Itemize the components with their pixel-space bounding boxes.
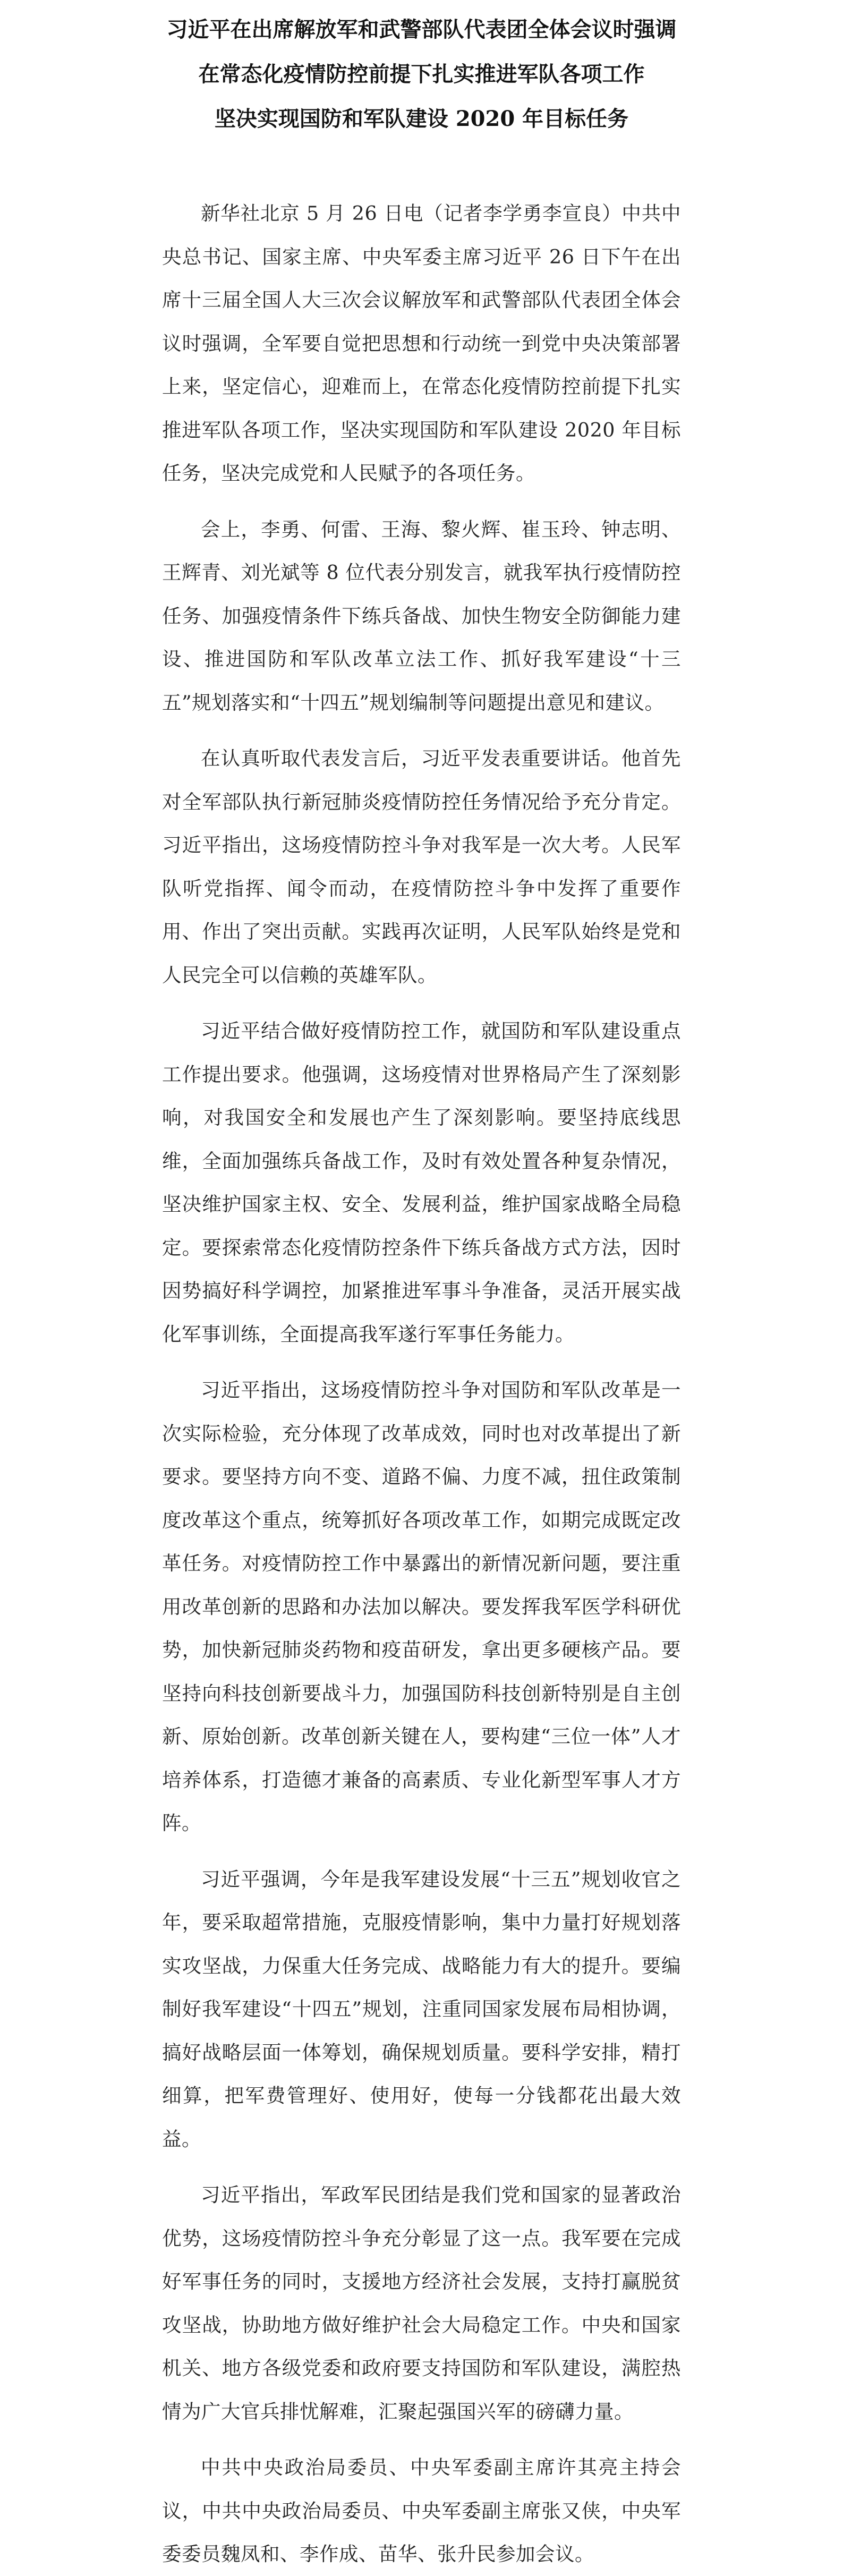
headline-line-1: 习近平在出席解放军和武警部队代表团全体会议时强调 [166,17,677,42]
paragraph-speech-affirmation: 在认真听取代表发言后，习近平发表重要讲话。他首先对全军部队执行新冠肺炎疫情防控任务情况给予充分肯定。习近平指出，这场疫情防控斗争对我军是一次大考。人民军队听党指挥、闻令而动，在疫情防控斗争中发挥了重要作用、作出了突出贡献。实践再次证明，人民军队始终是党和人民完全可以信赖的英雄军队。 [162,747,681,987]
headline-line-3: 坚决实现国防和军队建设 2020 年目标任务 [214,106,629,131]
paragraph-reform: 习近平指出，这场疫情防控斗争对国防和军队改革是一次实际检验，充分体现了改革成效，同时也对改革提出了新要求。要坚持方向不变、道路不偏、力度不减，扭住政策制度改革这个重点，统筹抓好各项改革工作，如期完成既定改革任务。对疫情防控工作中暴露出的新情况新问题，要注重用改革创新的思路和办法加以解决。要发挥我军医学科研优势，加快新冠肺炎药物和疫苗研发，拿出更多硬核产品。要坚持向科技创新要战斗力，加强国防科技创新特别是自主创新、原始创新。改革创新关键在人，要构建“三位一体”人才培养体系，打造德才兼备的高素质、专业化新型军事人才方阵。 [162,1379,681,1834]
paragraph-attendees: 中共中央政治局委员、中央军委副主席许其亮主持会议，中共中央政治局委员、中央军委副主席张又侠，中央军委委员魏凤和、李作成、苗华、张升民参加会议。 [162,2456,681,2565]
paragraph-dateline-lead: 新华社北京 5 月 26 日电（记者李学勇李宣良）中共中央总书记、国家主席、中央军委主席习近平 26 日下午在出席十三届全国人大三次会议解放军和武警部队代表团全体会议时强调，全军要自觉把思想和行动统一到党中央决策部署上来，坚定信心，迎难而上，在常态化疫情防控前提下扎实推进军队各项工作，坚决实现国防和军队建设 2020 年目标任务，坚决完成党和人民赋予的各项任务。 [162,202,681,484]
paragraph-training-readiness: 习近平结合做好疫情防控工作，就国防和军队建设重点工作提出要求。他强调，这场疫情对世界格局产生了深刻影响，对我国安全和发展也产生了深刻影响。要坚持底线思维，全面加强练兵备战工作，及时有效处置各种复杂情况，坚决维护国家主权、安全、发展利益，维护国家战略全局稳定。要探索常态化疫情防控条件下练兵备战方式方法，因时因势搞好科学调控，加紧推进军事斗争准备，灵活开展实战化军事训练，全面提高我军遂行军事任务能力。 [162,1019,681,1346]
paragraph-military-civil-unity: 习近平指出，军政军民团结是我们党和国家的显著政治优势，这场疫情防控斗争充分彰显了这一点。我军要在完成好军事任务的同时，支援地方经济社会发展，支持打赢脱贫攻坚战，协助地方做好维护社会大局稳定工作。中央和国家机关、地方各级党委和政府要支持国防和军队建设，满腔热情为广大官兵排忧解难，汇聚起强国兴军的磅礴力量。 [162,2183,681,2423]
article-body [162,192,681,2576]
paragraph-five-year-plan: 习近平强调，今年是我军建设发展“十三五”规划收官之年，要采取超常措施，克服疫情影响，集中力量打好规划落实攻坚战，力保重大任务完成、战略能力有大的提升。要编制好我军建设“十四五”规划，注重同国家发展布局相协调，搞好战略层面一体筹划，确保规划质量。要科学安排，精打细算，把军费管理好、使用好，使每一分钱都花出最大效益。 [162,1867,681,2150]
headline-line-2: 在常态化疫情防控前提下扎实推进军队各项工作 [198,62,645,87]
paragraph-representatives: 会上，李勇、何雷、王海、黎火辉、崔玉玲、钟志明、王辉青、刘光斌等 8 位代表分别发言，就我军执行疫情防控任务、加强疫情条件下练兵备战、加快生物安全防御能力建设、推进国防和军队改革立法工作、抓好我军建设“十三五”规划落实和“十四五”规划编制等问题提出意见和建议。 [162,517,681,714]
headline [162,0,681,141]
